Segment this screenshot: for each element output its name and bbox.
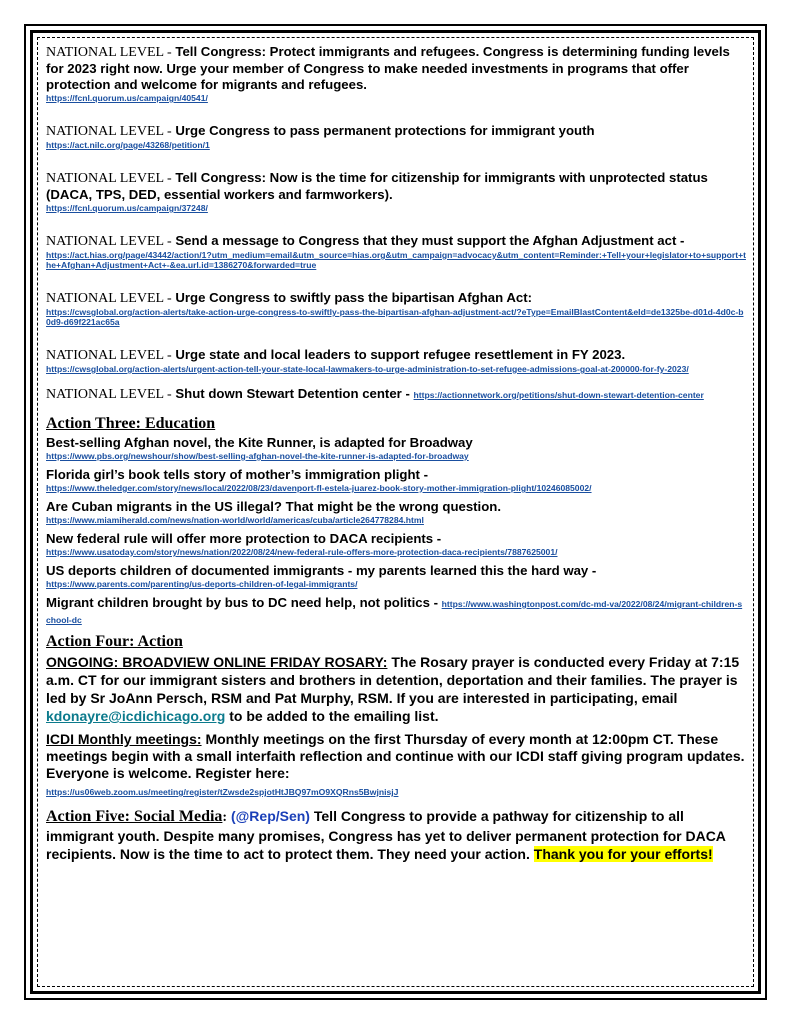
article-title: Migrant children brought by bus to DC need help, not politics - [46,595,438,610]
national-label: NATIONAL LEVEL - [46,291,172,306]
article-item [46,467,746,493]
article-title: Are Cuban migrants in the US illegal? That might be the wrong question. [46,499,501,514]
article-link[interactable]: https://www.washingtonpost.com/dc-md-va/2022/08/24/migrant-children-school-dc [46,599,743,625]
article-title: Florida girl’s book tells story of mother’s immigration plight - [46,467,428,482]
section-heading-action: Action Four: Action [46,633,183,650]
national-item-text: Urge state and local leaders to support refugee resettlement in FY 2023. [175,347,626,362]
national-item-5 [46,290,746,327]
heading-colon: : [222,810,228,825]
national-item-link[interactable]: https://cwsglobal.org/action-alerts/urgent-action-tell-your-state-local-lawmakers-to-urge-administration-to-set-refugee-admissions-goal-at-200000-for-fy-2023/ [46,364,689,374]
section-heading-education: Action Three: Education [46,415,216,432]
icdi-paragraph [46,731,746,799]
social-media-paragraph [46,807,746,863]
national-label: NATIONAL LEVEL - [46,234,172,249]
rosary-tail: to be added to the emailing list. [225,708,439,724]
national-item-text: Urge Congress to pass permanent protections for immigrant youth [175,123,595,138]
article-item [46,435,746,461]
national-label: NATIONAL LEVEL - [46,348,172,363]
contact-email-link[interactable]: kdonayre@icdichicago.org [46,708,226,724]
article-item [46,499,746,525]
icdi-register-link[interactable]: https://us06web.zoom.us/meeting/register/tZwsde2spjotHtJBQ97mO9XQRns5BwjnisjJ [46,787,399,797]
article-item [46,595,746,627]
article-link[interactable]: https://www.parents.com/parenting/us-deports-children-of-legal-immigrants/ [46,579,358,589]
national-item-link[interactable]: https://cwsglobal.org/action-alerts/take-action-urge-congress-to-swiftly-pass-the-bipartisan-afghan-adjustment-act/?eType=EmailBlastContent&eId=de1325be-d01d-4d0c-b0d9-d69f221ac65a [46,307,744,327]
article-item [46,531,746,557]
article-link[interactable]: https://www.pbs.org/newshour/show/best-selling-afghan-novel-the-kite-runner-is-adapted-for-broadway [46,451,469,461]
icdi-title: ICDI Monthly meetings: [46,731,202,747]
article-item [46,563,746,589]
icdi-text: Monthly meetings on the first Thursday of every month at 12:00pm CT. These meetings begin with a small interfaith reflection and continue with our ICDI staff giving program updates. Everyone is welcome. Register here: [46,731,745,781]
national-item-2 [46,123,746,150]
national-item-link[interactable]: https://actionnetwork.org/petitions/shut-down-stewart-detention-center [413,390,704,400]
rep-sen-handle: (@Rep/Sen) [230,808,310,824]
rosary-text: The Rosary prayer is conducted every Friday at 7:15 a.m. CT for our immigrant sisters and brothers in detention, deportation and their families. The prayer is led by Sr JoAnn Persch, RSM and Pat Murphy, RSM. If you are interested in participating, email [46,654,740,706]
national-label: NATIONAL LEVEL - [46,387,172,402]
national-item-1 [46,44,746,103]
article-title: US deports children of documented immigrants - my parents learned this the hard way - [46,563,597,578]
article-link[interactable]: https://www.miamiherald.com/news/nation-world/world/americas/cuba/article264778284.html [46,515,424,525]
national-label: NATIONAL LEVEL - [46,171,172,186]
national-item-7 [46,386,746,403]
article-link[interactable]: https://www.theledger.com/story/news/local/2022/08/23/davenport-fl-estela-juarez-book-story-mother-immigration-plight/10246085002/ [46,483,592,493]
social-media-text: Tell Congress to provide a pathway for citizenship to all immigrant youth. Despite many promises, Congress has yet to deliver permanent protection for DACA recipients. Now is the time to act to protect them. They need your action. [46,808,726,862]
national-item-link[interactable]: https://act.hias.org/page/43442/action/1?utm_medium=email&utm_source=hias.org&utm_campaign=advocacy&utm_content=Reminder:+Tell+your+legislator+to+support+the+Afghan+Adjustment+Act+-&ea.url.id=1386270&forwarded=true [46,250,746,270]
rosary-paragraph [46,653,746,725]
national-item-link[interactable]: https://fcnl.quorum.us/campaign/40541/ [46,93,208,103]
national-item-text: Urge Congress to swiftly pass the bipartisan Afghan Act: [175,290,532,305]
national-label: NATIONAL LEVEL - [46,45,172,60]
national-label: NATIONAL LEVEL - [46,124,172,139]
national-item-6 [46,347,746,374]
national-item-text: Tell Congress: Now is the time for citizenship for immigrants with unprotected status (DACA, TPS, DED, essential workers and farmworkers). [46,170,708,202]
article-title: New federal rule will offer more protection to DACA recipients - [46,531,442,546]
section-heading-social-media: Action Five: Social Media [46,808,223,825]
national-item-text: Tell Congress: Protect immigrants and refugees. Congress is determining funding levels for 2023 right now. Urge your member of Congress to make needed investments in programs that offer protection and welcome for migrants and refugees. [46,44,730,92]
article-link[interactable]: https://www.usatoday.com/story/news/nation/2022/08/24/new-federal-rule-offers-more-protection-daca-recipients/7887625001/ [46,547,558,557]
national-item-link[interactable]: https://act.nilc.org/page/43268/petition/1 [46,140,210,150]
thanks-highlight: Thank you for your efforts! [533,846,713,862]
document-body [46,44,746,863]
article-title: Best-selling Afghan novel, the Kite Runner, is adapted for Broadway [46,435,473,450]
rosary-title: ONGOING: BROADVIEW ONLINE FRIDAY ROSARY: [46,654,388,670]
national-item-3 [46,170,746,213]
national-item-4 [46,233,746,270]
national-item-link[interactable]: https://fcnl.quorum.us/campaign/37248/ [46,203,208,213]
national-item-text: Send a message to Congress that they must support the Afghan Adjustment act - [175,233,685,248]
national-item-text: Shut down Stewart Detention center - [175,386,410,401]
